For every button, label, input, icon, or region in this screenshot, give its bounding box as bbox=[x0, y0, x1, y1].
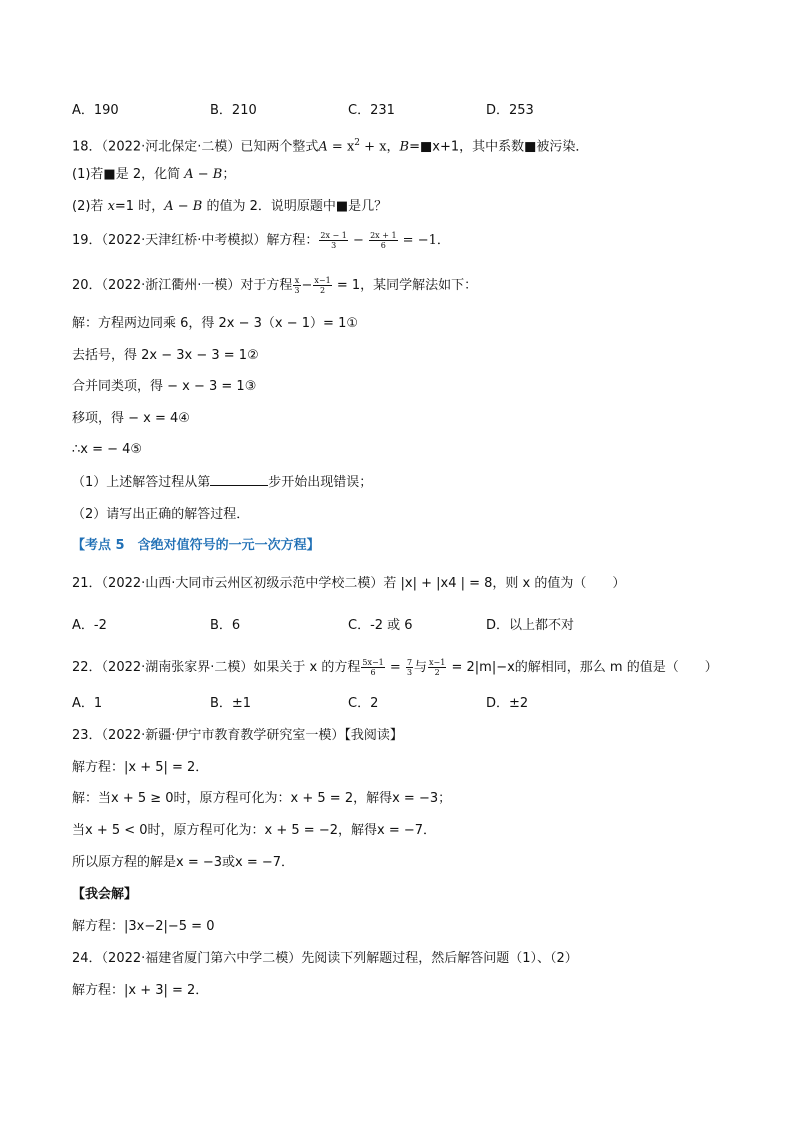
q17-option-d: D．253 bbox=[486, 103, 534, 118]
q22-tail: = 2|m|−x的解相同，那么 m 的值是（ ） bbox=[447, 660, 718, 675]
q19-tail: = −1． bbox=[398, 233, 450, 248]
q21-stem: 21．（2022·山西·大同市云州区初级示范中学校二模）若 |x| + |x4 | = 8，则 x 的值为（ ） bbox=[72, 576, 626, 591]
q21-option-a: A．-2 bbox=[72, 618, 107, 633]
q22-f3-den: 2 bbox=[434, 668, 440, 677]
q22-stem-text: 22．（2022·湖南张家界·二模）如果关于 x 的方程 bbox=[72, 660, 361, 675]
q22-fraction-3 bbox=[428, 658, 446, 677]
q18-p1-end: ； bbox=[222, 167, 236, 182]
q23-line-4: 所以原方程的解是x = −3或x = −7． bbox=[72, 855, 295, 870]
q20-step-3: 合并同类项，得 − x − 3 = 1③ bbox=[72, 379, 257, 394]
q18-stem bbox=[72, 133, 588, 157]
q18-p2-b: =1 时， bbox=[114, 199, 165, 214]
q20-step-5: ∴x = − 4⑤ bbox=[72, 442, 143, 457]
q24-line-1: 解方程：|x + 3| = 2． bbox=[72, 983, 209, 998]
q17-option-a: A．190 bbox=[72, 103, 119, 118]
q20-q1-b: 步开始出现错误； bbox=[268, 475, 373, 490]
q20-step-1: 解：方程两边同乘 6，得 2x − 3（x − 1）= 1① bbox=[72, 316, 359, 331]
q18-sup: 2 bbox=[354, 138, 361, 148]
q20-stem-text: 20．（2022·浙江衢州·一模）对于方程 bbox=[72, 278, 293, 293]
q18-part1 bbox=[72, 165, 235, 185]
q23-stem: 23．（2022·新疆·伊宁市教育教学研究室一模）【我阅读】 bbox=[72, 728, 403, 743]
q19-f1-den: 3 bbox=[331, 241, 337, 250]
q18-eq2: =■x+1，其中系数■被污染． bbox=[409, 139, 589, 155]
q17-option-b: B．210 bbox=[210, 103, 257, 118]
q18-eq1: = x bbox=[327, 139, 355, 155]
q20-f1-den: 3 bbox=[294, 286, 300, 295]
q23-line-6: 解方程：|3x−2|−5 = 0 bbox=[72, 919, 215, 934]
answer-blank[interactable] bbox=[210, 473, 268, 486]
q19-f2-den: 6 bbox=[380, 241, 386, 250]
q24-stem: 24．（2022·福建省厦门第六中学二模）先阅读下列解题过程，然后解答问题（1）、（2） bbox=[72, 951, 578, 966]
section-heading: 【考点 5 含绝对值符号的一元一次方程】 bbox=[72, 538, 320, 553]
q22-eq: = bbox=[385, 660, 405, 675]
q20-question-1 bbox=[72, 473, 372, 493]
q22-f2-num: 7 bbox=[406, 658, 413, 667]
q20-step-2: 去括号，得 2x − 3x − 3 = 1② bbox=[72, 348, 259, 363]
q20-stem: 20．（2022·浙江衢州·一模）对于方程 $\frac{x}{3}$ − $\frac{x-1}{2}$ = 1，某同学解法如下： bbox=[72, 276, 478, 295]
q19-fraction-2 bbox=[369, 231, 397, 250]
q22-option-b: B．±1 bbox=[210, 696, 252, 711]
q22-f1-num: 5x−1 bbox=[362, 658, 384, 667]
q18-part2 bbox=[72, 197, 387, 217]
q22-fraction-1 bbox=[361, 658, 384, 677]
q19-f2-num: 2x + 1 bbox=[370, 231, 397, 240]
q19-stem: 19．（2022·天津红桥·中考模拟）解方程： $\frac{2x - 1}{3}$ − $\frac{2x + 1}{6}$ = −1． bbox=[72, 231, 450, 250]
q20-f2-den: 2 bbox=[320, 286, 326, 295]
q22-mid: 与 bbox=[414, 660, 428, 675]
q18-p1-text: (1)若■是 2，化简 bbox=[72, 167, 185, 182]
q17-option-c: C．231 bbox=[348, 103, 395, 118]
q22-f1-den: 6 bbox=[370, 668, 376, 677]
q19-stem-text: 19．（2022·天津红桥·中考模拟）解方程： bbox=[72, 233, 319, 248]
q20-fraction-1 bbox=[293, 276, 300, 295]
q20-step-4: 移项，得 − x = 4④ bbox=[72, 411, 190, 426]
q20-tail: = 1，某同学解法如下： bbox=[332, 278, 478, 293]
q20-question-2: （2）请写出正确的解答过程． bbox=[72, 507, 250, 522]
q23-line-5: 【我会解】 bbox=[72, 887, 138, 902]
q18-stem-text: 18．（2022·河北保定·二模）已知两个整式 bbox=[72, 139, 319, 155]
q21-option-c: C．-2 或 6 bbox=[348, 618, 413, 633]
q23-line-2: 解：当x + 5 ≥ 0时，原方程可化为：x + 5 = 2，解得x = −3； bbox=[72, 791, 452, 806]
q22-fraction-2 bbox=[406, 658, 413, 677]
q20-f1-num: x bbox=[294, 276, 300, 285]
q18-p2-a: (2)若 bbox=[72, 199, 108, 214]
q21-option-d: D．以上都不对 bbox=[486, 618, 575, 633]
q22-stem bbox=[72, 658, 718, 678]
q22-option-a: A．1 bbox=[72, 696, 103, 711]
q21-option-b: B．6 bbox=[210, 618, 241, 633]
q23-line-3: 当x + 5 < 0时，原方程可化为：x + 5 = −2，解得x = −7． bbox=[72, 823, 437, 838]
q20-q1-a: （1）上述解答过程从第 bbox=[72, 475, 211, 490]
q19-f1-num: 2x − 1 bbox=[320, 231, 347, 240]
q18-var-b: B bbox=[399, 139, 410, 155]
q20-f2-num: x−1 bbox=[314, 276, 331, 285]
q18-var-a: A bbox=[318, 139, 328, 155]
q22-option-c: C．2 bbox=[348, 696, 379, 711]
q18-p2-x: x bbox=[107, 199, 115, 214]
q19-fraction-1 bbox=[319, 231, 347, 250]
q18-p1-expr: A − B bbox=[184, 167, 223, 182]
q23-line-1: 解方程：|x + 5| = 2． bbox=[72, 760, 209, 775]
q18-p2-c: 的值为 2．说明原题中■是几？ bbox=[202, 199, 388, 214]
q18-p2-expr: A − B bbox=[164, 199, 203, 214]
q22-option-d: D．±2 bbox=[486, 696, 529, 711]
q20-fraction-2 bbox=[313, 276, 331, 295]
q18-eq1b: + x， bbox=[360, 139, 400, 155]
q22-f3-num: x−1 bbox=[429, 658, 446, 667]
q22-f2-den: 3 bbox=[406, 668, 413, 677]
